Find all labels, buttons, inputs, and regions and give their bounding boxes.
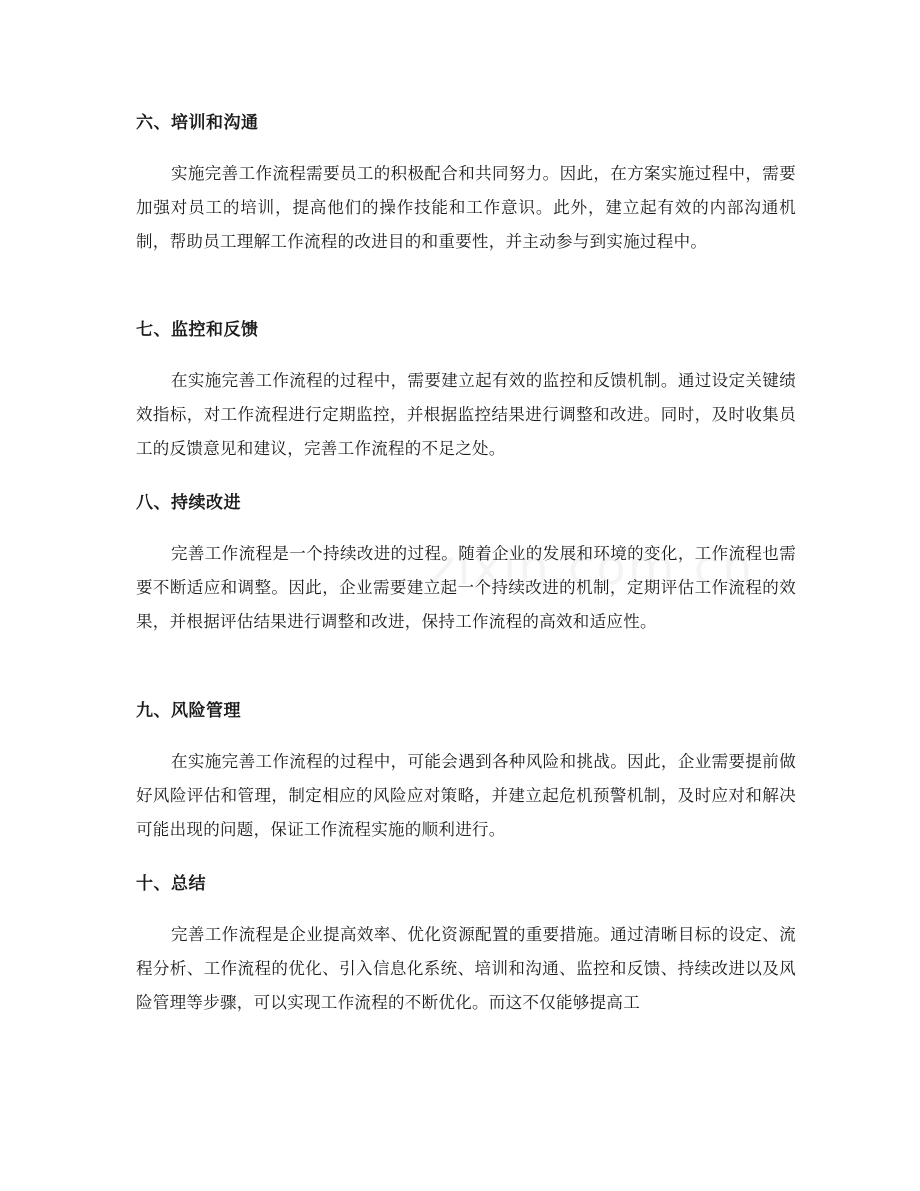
section-paragraph: 在实施完善工作流程的过程中，需要建立起有效的监控和反馈机制。通过设定关键绩效指标，对工作流程进行定期监控，并根据监控结果进行调整和改进。同时，及时收集员工的反馈意见和建议，完善工作流程的不足之处。 [136,371,796,458]
section-monitoring-feedback [136,318,796,466]
section-training-communication [136,111,796,259]
section-summary [136,872,796,1020]
section-heading: 七、监控和反馈 [136,320,259,340]
section-paragraph: 完善工作流程是一个持续改进的过程。随着企业的发展和环境的变化，工作流程也需要不断适应和调整。因此，企业需要建立起一个持续改进的机制，定期评估工作流程的效果，并根据评估结果进行调整和改进，保持工作流程的高效和适应性。 [136,544,796,631]
section-risk-management [136,699,796,847]
section-paragraph: 完善工作流程是企业提高效率、优化资源配置的重要措施。通过清晰目标的设定、流程分析、工作流程的优化、引入信息化系统、培训和沟通、监控和反馈、持续改进以及风险管理等步骤，可以实现工作流程的不断优化。而这不仅能够提高工 [136,925,796,1012]
section-continuous-improvement [136,491,796,639]
section-paragraph: 在实施完善工作流程的过程中，可能会遇到各种风险和挑战。因此，企业需要提前做好风险评估和管理，制定相应的风险应对策略，并建立起危机预警机制，及时应对和解决可能出现的问题，保证工作流程实施的顺利进行。 [136,752,796,839]
section-heading: 六、培训和沟通 [136,113,259,133]
section-heading: 十、总结 [136,874,206,894]
section-paragraph: 实施完善工作流程需要员工的积极配合和共同努力。因此，在方案实施过程中，需要加强对员工的培训，提高他们的操作技能和工作意识。此外，建立起有效的内部沟通机制，帮助员工理解工作流程的改进目的和重要性，并主动参与到实施过程中。 [136,164,796,251]
section-heading: 八、持续改进 [136,493,241,513]
section-heading: 九、风险管理 [136,701,241,721]
